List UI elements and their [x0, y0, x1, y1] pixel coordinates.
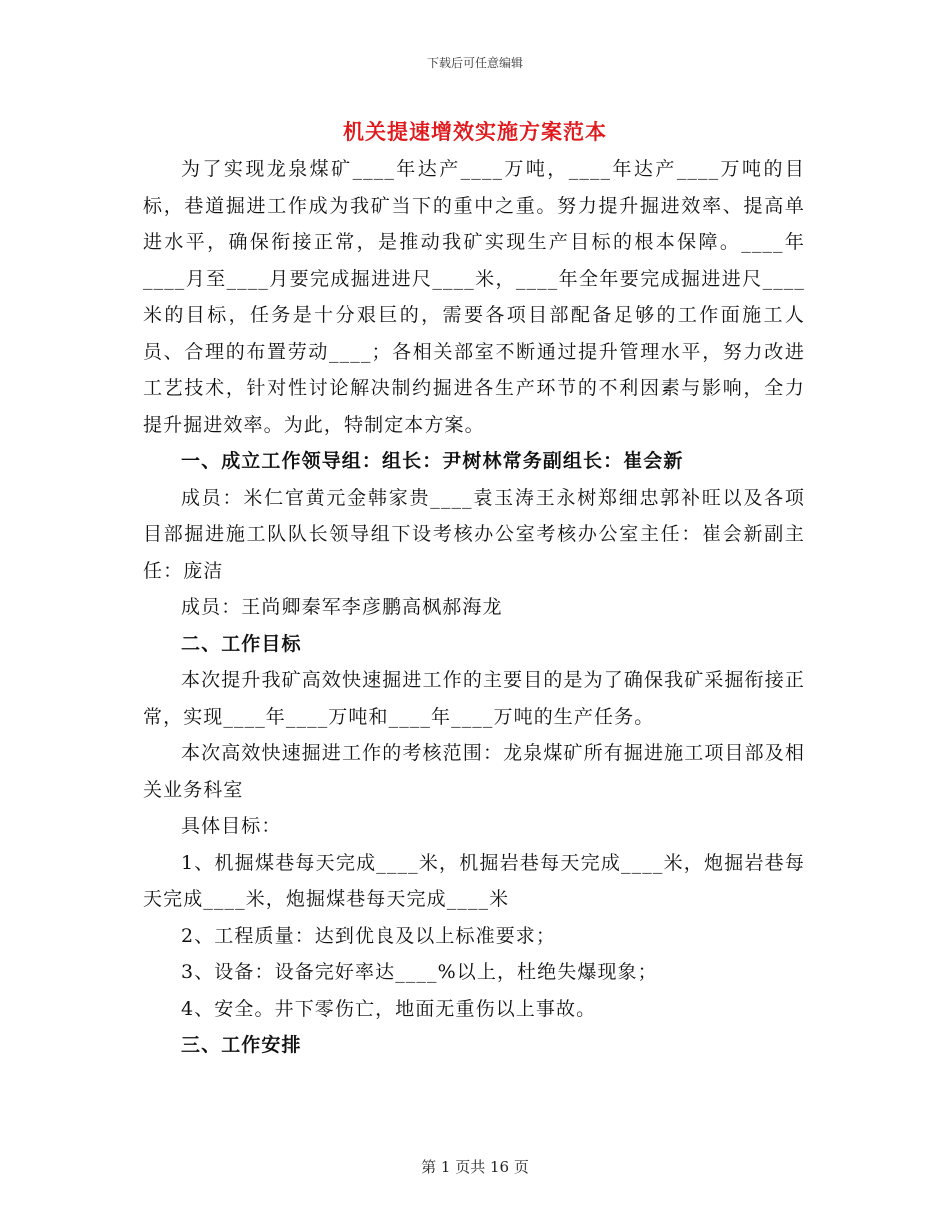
- goal-item-4: 4、安全。井下零伤亡，地面无重伤以上事故。: [181, 997, 597, 1020]
- goals-purpose-paragraph: 本次提升我矿高效快速掘进工作的主要目的是为了确保我矿采掘衔接正常，实现____年____万吨和____年____万吨的生产任务。: [143, 669, 805, 728]
- header-note: 下载后可任意编辑: [426, 56, 523, 70]
- office-members-paragraph: 成员：王尚卿秦军李彦鹏高枫郝海龙: [181, 596, 503, 618]
- page-footer: 第 1 页共 16 页: [421, 1158, 529, 1176]
- section-heading-arrangement: 三、工作安排: [181, 1034, 302, 1056]
- goal-item-2: 2、工程质量：达到优良及以上标准要求；: [181, 924, 556, 947]
- specific-goals-label: 具体目标：: [181, 815, 282, 837]
- document-body: [143, 151, 805, 1064]
- members-paragraph: 成员：米仁官黄元金韩家贵____袁玉涛王永树郑细忠郭补旺以及各项目部掘进施工队队长领导组下设考核办公室考核办公室主任：崔会新副主任：庞洁: [143, 486, 805, 582]
- goals-scope-paragraph: 本次高效快速掘进工作的考核范围：龙泉煤矿所有掘进施工项目部及相关业务科室: [143, 742, 805, 801]
- document-title: 机关提速增效实施方案范本: [343, 119, 607, 144]
- intro-paragraph: 为了实现龙泉煤矿____年达产____万吨，____年达产____万吨的目标，巷道掘进工作成为我矿当下的重中之重。努力提升掘进效率、提高单进水平，确保衔接正常，是推动我矿实现生产目标的根本保障。____年____月至____月要完成掘进进尺____米，____年全年要完成掘进进尺____米的目标，任务是十分艰巨的，需要各项目部配备足够的工作面施工人员、合理的布置劳动____；各相关部室不断通过提升管理水平，努力改进工艺技术，针对性讨论解决制约掘进各生产环节的不利因素与影响，全力提升掘进效率。为此，特制定本方案。: [143, 158, 805, 436]
- section-heading-leadership: 一、成立工作领导组：组长：尹树林常务副组长：崔会新: [181, 450, 684, 472]
- goal-item-1: 1、机掘煤巷每天完成____米，机掘岩巷每天完成____米，炮掘岩巷每天完成____米，炮掘煤巷每天完成____米: [143, 851, 805, 910]
- section-heading-goals: 二、工作目标: [181, 632, 302, 655]
- goal-item-3: 3、设备：设备完好率达____%以上，杜绝失爆现象；: [181, 961, 658, 983]
